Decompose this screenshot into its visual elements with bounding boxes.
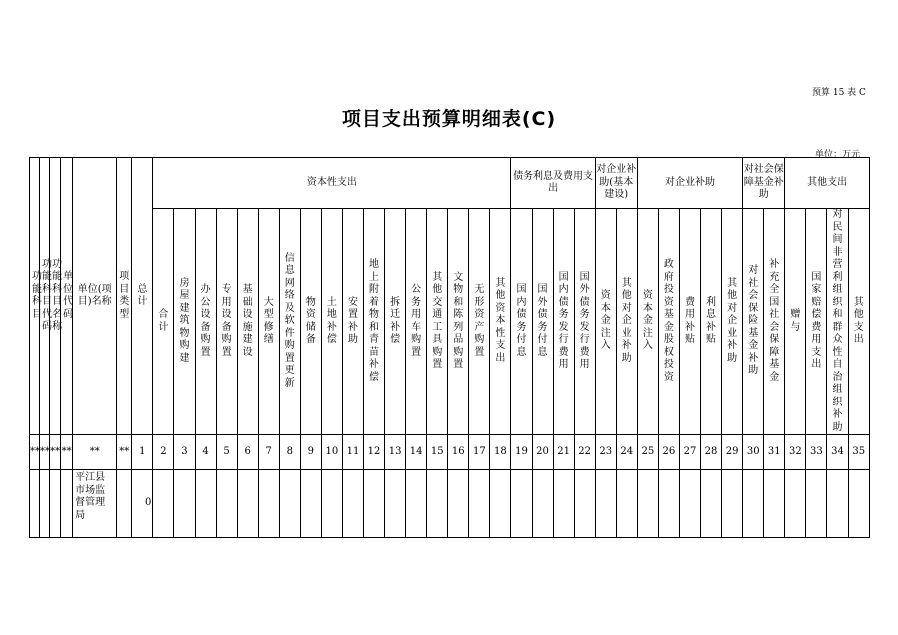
col-number-25: 25 — [637, 435, 658, 470]
col-header-24: 其他对企业补助 — [616, 209, 637, 435]
cell-col-21 — [553, 470, 574, 538]
cell-unit-code — [61, 470, 73, 538]
cell-col-27 — [679, 470, 700, 538]
col-header-17: 无形资产购置 — [469, 209, 490, 435]
cell-col-2 — [153, 470, 174, 538]
group-social-security: 对社会保障基金补助 — [743, 158, 785, 209]
cell-col-19 — [511, 470, 532, 538]
col-header-5: 专用设备购置 — [216, 209, 237, 435]
header-row-groups — [30, 158, 870, 209]
col-number-7: 7 — [258, 435, 279, 470]
num-star-3: ** — [50, 435, 61, 470]
col-number-24: 24 — [616, 435, 637, 470]
col-number-10: 10 — [321, 435, 342, 470]
cell-col-35 — [848, 470, 870, 538]
col-header-16: 文物和陈列品购置 — [448, 209, 469, 435]
cell-col-14 — [406, 470, 427, 538]
col-number-11: 11 — [342, 435, 363, 470]
cell-col-31 — [764, 470, 785, 538]
col-number-16: 16 — [448, 435, 469, 470]
col-number-28: 28 — [701, 435, 722, 470]
cell-col-16 — [448, 470, 469, 538]
col-number-13: 13 — [385, 435, 406, 470]
cell-col-20 — [532, 470, 553, 538]
budget-table — [29, 157, 870, 538]
cell-col-6 — [237, 470, 258, 538]
col-header-22: 国外债务发行费用 — [574, 209, 595, 435]
col-header-30: 对社会保险基金补助 — [743, 209, 764, 435]
col-number-35: 35 — [848, 435, 870, 470]
col-number-2: 2 — [153, 435, 174, 470]
col-number-32: 32 — [785, 435, 806, 470]
col-number-14: 14 — [406, 435, 427, 470]
col-number-15: 15 — [427, 435, 448, 470]
cell-total: 0 — [132, 470, 153, 538]
col-header-8: 信息网络及软件购置更新 — [279, 209, 300, 435]
cell-col-30 — [743, 470, 764, 538]
form-code: 预算 15 表 C — [812, 88, 866, 98]
cell-col-33 — [806, 470, 827, 538]
col-number-9: 9 — [300, 435, 321, 470]
col-header-27: 费用补贴 — [679, 209, 700, 435]
col-header-29: 其他对企业补助 — [722, 209, 743, 435]
col-number-27: 27 — [679, 435, 700, 470]
col-number-18: 18 — [490, 435, 511, 470]
col-header-23: 资本金注入 — [595, 209, 616, 435]
col-number-20: 20 — [532, 435, 553, 470]
cell-col-34 — [827, 470, 848, 538]
col-number-29: 29 — [722, 435, 743, 470]
num-star-4: ** — [61, 435, 73, 470]
table-row — [30, 470, 870, 538]
cell-col-23 — [595, 470, 616, 538]
cell-col-32 — [785, 470, 806, 538]
page-title: 项目支出预算明细表(C) — [341, 108, 557, 130]
header-row-columns — [30, 209, 870, 435]
header-func-subject: 功能科目 — [30, 158, 40, 435]
col-header-25: 资本金注入 — [637, 209, 658, 435]
cell-col-5 — [216, 470, 237, 538]
group-enterprise-capital: 对企业补助(基本建设) — [595, 158, 637, 209]
cell-col-26 — [658, 470, 679, 538]
col-number-8: 8 — [279, 435, 300, 470]
col-header-12: 地上附着物和青苗补偿 — [364, 209, 385, 435]
col-header-3: 房屋建筑物购建 — [174, 209, 195, 435]
cell-func-code — [40, 470, 50, 538]
col-number-22: 22 — [574, 435, 595, 470]
col-header-19: 国内债务付息 — [511, 209, 532, 435]
col-header-32: 赠与 — [785, 209, 806, 435]
cell-col-25 — [637, 470, 658, 538]
col-number-31: 31 — [764, 435, 785, 470]
cell-col-28 — [701, 470, 722, 538]
cell-unit-name: 平江县市场监督管理局 — [73, 470, 117, 538]
group-capital: 资本性支出 — [153, 158, 511, 209]
cell-col-18 — [490, 470, 511, 538]
col-header-33: 国家赔偿费用支出 — [806, 209, 827, 435]
header-unit-code: 单位代码 — [61, 158, 73, 435]
num-total: 1 — [132, 435, 153, 470]
cell-col-12 — [364, 470, 385, 538]
num-star-1: ** — [30, 435, 40, 470]
col-number-17: 17 — [469, 435, 490, 470]
col-header-9: 物资储备 — [300, 209, 321, 435]
col-header-31: 补充全国社会保障基金 — [764, 209, 785, 435]
header-project-type: 项目类型 — [117, 158, 132, 435]
col-number-5: 5 — [216, 435, 237, 470]
cell-col-4 — [195, 470, 216, 538]
cell-col-24 — [616, 470, 637, 538]
col-number-12: 12 — [364, 435, 385, 470]
cell-func-subject — [30, 470, 40, 538]
header-func-name: 功能科目名称 — [50, 158, 61, 435]
cell-col-9 — [300, 470, 321, 538]
col-header-35: 其他支出 — [848, 209, 870, 435]
col-number-33: 33 — [806, 435, 827, 470]
cell-col-10 — [321, 470, 342, 538]
num-unit-name: ** — [73, 435, 117, 470]
cell-col-8 — [279, 470, 300, 538]
header-func-code: 功能科目代码 — [40, 158, 50, 435]
col-header-7: 大型修缮 — [258, 209, 279, 435]
col-header-10: 土地补偿 — [321, 209, 342, 435]
col-header-20: 国外债务付息 — [532, 209, 553, 435]
col-header-14: 公务用车购置 — [406, 209, 427, 435]
cell-col-11 — [342, 470, 363, 538]
cell-col-13 — [385, 470, 406, 538]
col-header-26: 政府投资基金股权投资 — [658, 209, 679, 435]
cell-col-7 — [258, 470, 279, 538]
col-number-26: 26 — [658, 435, 679, 470]
header-unit-name: 单位(项目)名称 — [73, 158, 117, 435]
col-header-21: 国内债务发行费用 — [553, 209, 574, 435]
col-header-11: 安置补助 — [342, 209, 363, 435]
num-star-2: ** — [40, 435, 50, 470]
col-number-4: 4 — [195, 435, 216, 470]
col-header-34: 对民间非营利组织和群众性自治组织补助 — [827, 209, 848, 435]
col-header-13: 拆迁补偿 — [385, 209, 406, 435]
header-total: 总计 — [132, 158, 153, 435]
col-number-6: 6 — [237, 435, 258, 470]
cell-func-name — [50, 470, 61, 538]
col-header-6: 基础设施建设 — [237, 209, 258, 435]
col-header-18: 其他资本性支出 — [490, 209, 511, 435]
cell-col-22 — [574, 470, 595, 538]
cell-project-type — [117, 470, 132, 538]
num-project-type: ** — [117, 435, 132, 470]
col-number-34: 34 — [827, 435, 848, 470]
col-number-23: 23 — [595, 435, 616, 470]
col-header-4: 办公设备购置 — [195, 209, 216, 435]
col-number-19: 19 — [511, 435, 532, 470]
cell-col-29 — [722, 470, 743, 538]
col-header-2: 合计 — [153, 209, 174, 435]
col-header-28: 利息补贴 — [701, 209, 722, 435]
cell-col-15 — [427, 470, 448, 538]
number-row — [30, 435, 870, 470]
col-number-3: 3 — [174, 435, 195, 470]
col-number-21: 21 — [553, 435, 574, 470]
col-header-15: 其他交通工具购置 — [427, 209, 448, 435]
group-other: 其他支出 — [785, 158, 870, 209]
unit-label: 单位：万元 — [815, 150, 861, 160]
col-number-30: 30 — [743, 435, 764, 470]
group-enterprise-subsidy: 对企业补助 — [637, 158, 742, 209]
cell-col-3 — [174, 470, 195, 538]
group-debt: 债务利息及费用支出 — [511, 158, 595, 209]
cell-col-17 — [469, 470, 490, 538]
